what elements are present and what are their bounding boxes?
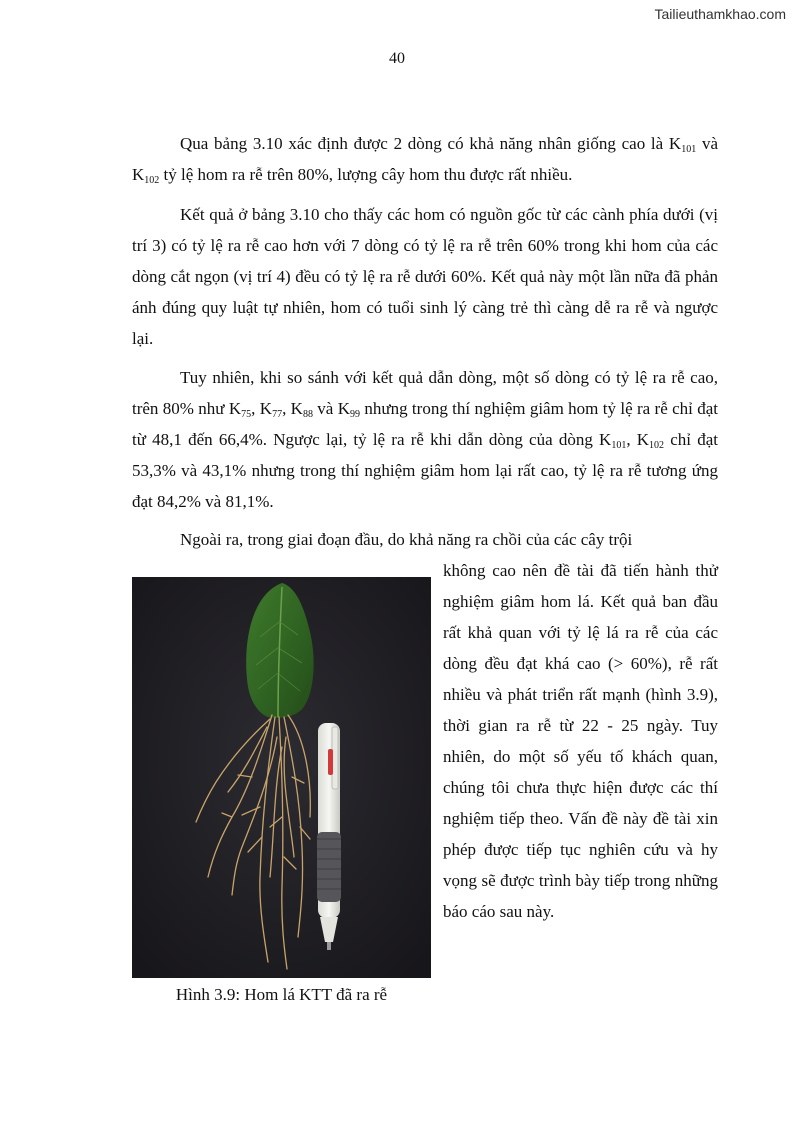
para3-text-a: Tuy nhiên, khi so sánh với kết quả dẫn dòng, một số dòng có tỷ lệ ra rễ cao, trên 80% như K (132, 368, 718, 418)
para3-text-b: , K (251, 399, 273, 418)
paragraph-3 (132, 362, 718, 517)
para3-text-e: nhưng trong thí nghiệm giâm hom tỷ lệ ra rễ chỉ đạt từ 48,1 đến 66,4%. Ngược lại, tỷ lệ ra rễ khi dẫn dòng của dòng K (132, 399, 718, 449)
paragraph-4-start (132, 524, 718, 555)
para1-text-a: Qua bảng 3.10 xác định được 2 dòng có khả năng nhân giống cao là K (180, 134, 682, 153)
leaf-cutting-illustration (132, 577, 431, 978)
para3-sub-6: 102 (649, 440, 665, 451)
para1-sub-a: 101 (681, 144, 697, 155)
page-number: 40 (389, 50, 405, 67)
paragraph-2 (132, 199, 718, 354)
para3-sub-3: 88 (302, 409, 313, 420)
para3-text-f: , K (626, 430, 650, 449)
para1-sub-b: 102 (144, 175, 160, 186)
figure-caption: Hình 3.9: Hom lá KTT đã ra rễ (175, 985, 388, 1004)
para3-sub-1: 75 (241, 409, 252, 420)
para2-text: Kết quả ở bảng 3.10 cho thấy các hom có nguồn gốc từ các cành phía dưới (vị trí 3) có tỷ lệ ra rễ cao hơn với 7 dòng có tỷ lệ ra rễ trên 60% trong khi hom của các dòng cắt ngọn (vị trí 4) đều có tỷ lệ ra rễ dưới 60%. Kết quả này một lần nữa đã phản ánh đúng quy luật tự nhiên, hom có tuổi sinh lý càng trẻ thì càng dễ ra rễ và ngược lại. (132, 205, 718, 348)
para3-sub-2: 77 (272, 409, 283, 420)
para1-text-c: tỷ lệ hom ra rễ trên 80%, lượng cây hom thu được rất nhiều. (159, 165, 573, 184)
para3-sub-4: 99 (350, 409, 360, 420)
leaf-cutting-photo (132, 577, 431, 978)
paragraph-4-continued: không cao nên đề tài đã tiến hành thử nghiệm giâm hom lá. Kết quả ban đầu rất khả quan với tỷ lệ lá ra rễ của các dòng đều đạt khá cao (> 60%), rễ rất nhiều và phát triển rất mạnh (hình 3.9), thời gian ra rễ từ 22 - 25 ngày. Tuy nhiên, do một số yếu tố khách quan, chúng tôi chưa thực hiện được các thí nghiệm tiếp theo. Vấn đề này đề tài xin phép được tiếp tục nghiên cứu và hy vọng sẽ được trình bày tiếp trong những báo cáo sau này. (443, 561, 718, 921)
para3-sub-5: 101 (611, 440, 627, 451)
para4-start-text: Ngoài ra, trong giai đoạn đầu, do khả năng ra chồi của các cây trội (180, 530, 633, 549)
paragraph-1 (132, 128, 718, 190)
watermark: Tailieuthamkhao.com (654, 6, 786, 22)
para3-text-d: và K (312, 399, 350, 418)
para3-text-c: , K (282, 399, 303, 418)
para3-text-g: chỉ đạt 53,3% và 43,1% nhưng trong thí nghiệm giâm hom lại rất cao, tỷ lệ ra rễ tương ứng đạt 84,2% và 81,1%. (132, 430, 718, 511)
para1-text-b: và K (132, 134, 718, 184)
